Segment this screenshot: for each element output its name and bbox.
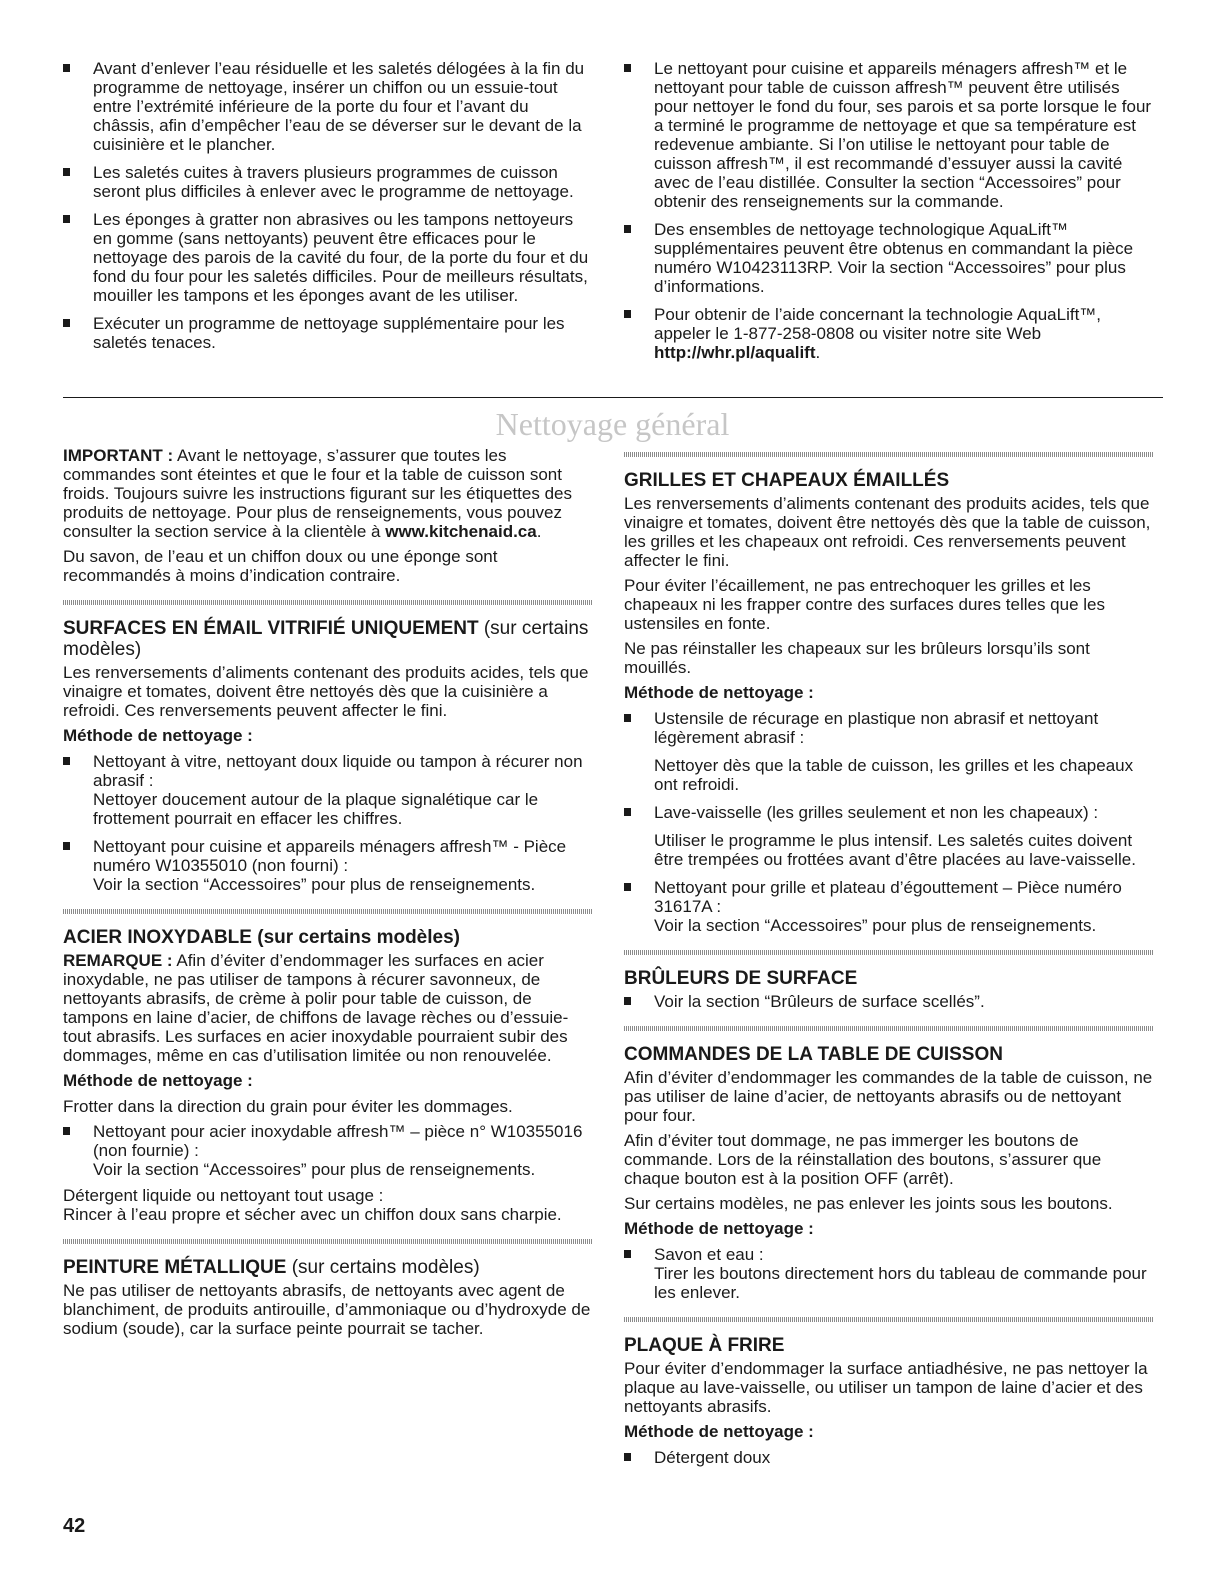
commandes-p2: Afin d’éviter tout dommage, ne pas immerger les boutons de commande. Lors de la réinstallation des boutons, s’assurer que chaque bouton est à la position OFF (arrêt). [624,1131,1102,1188]
email-heading: SURFACES EN ÉMAIL VITRIFIÉ UNIQUEMENT (sur certains modèles) [63,618,589,660]
dotted-separator [63,909,593,914]
list-item: Nettoyant pour cuisine et appareils ménagers affresh™ - Pièce numéro W10355010 (non fourni) : Voir la section “Accessoires” pour plus de renseignements. [63,837,593,894]
kitchenaid-link[interactable]: www.kitchenaid.ca [385,522,537,541]
commandes-heading: COMMANDES DE LA TABLE DE CUISSON [624,1044,1003,1065]
aqualift-help-text: Pour obtenir de l’aide concernant la technologie AquaLift™, appeler le 1-877-258-0808 ou visiter notre site Web [654,305,1102,343]
bruleurs-heading: BRÛLEURS DE SURFACE [624,968,858,989]
bruleurs-list [624,992,1154,1011]
plaque-p1: Pour éviter d’endommager la surface antiadhésive, ne pas nettoyer la plaque au lave-vaisselle, ou utiliser un tampon de laine d’acier et des nettoyants abrasifs. [624,1359,1148,1416]
email-text: Les renversements d’aliments contenant des produits acides, tels que vinaigre et tomates, doivent être nettoyés dès que la cuisinière a refroidi. Ces renversements peuvent affecter le fini. [63,663,589,720]
plaque-method-list [624,1448,1154,1467]
commandes-p1: Afin d’éviter d’endommager les commandes de la table de cuisson, ne pas utiliser de laine d’acier, de nettoyants abrasifs ou de nettoyant pour four. [624,1068,1153,1125]
list-item: Les saletés cuites à travers plusieurs programmes de cuisson seront plus difficiles à enlever avec le programme de nettoyage. [63,163,593,201]
important-label: IMPORTANT : [63,446,174,465]
email-method-label: Méthode de nettoyage : [63,726,253,745]
acier-heading: ACIER INOXYDABLE (sur certains modèles) [63,927,460,948]
list-item: Avant d’enlever l’eau résiduelle et les saletés délogées à la fin du programme de nettoyage, insérer un chiffon ou un essuie-tout entre l’extrémité inférieure de la porte du four et l’avant du châssis, afin d’empêcher l’eau de se déverser sur le devant de la cuisinière et le plancher. [63,59,593,154]
page-number: 42 [63,1515,86,1537]
list-item: Voir la section “Brûleurs de surface scellés”. [624,992,1154,1011]
plaque-method-label: Méthode de nettoyage : [624,1422,814,1441]
dotted-separator [63,600,593,605]
top-right-column [624,59,1154,371]
top-right-bullet-list [624,59,1154,362]
list-item: Les éponges à gratter non abrasives ou les tampons nettoyeurs en gomme (sans nettoyants) peuvent être efficaces pour le nettoyage des parois de la cavité du four, de la porte du four et du fond du four pour les saletés difficiles. Pour de meilleurs résultats, mouiller les tampons et les éponges avant de les utiliser. [63,210,593,305]
list-item: Savon et eau : Tirer les boutons directement hors du tableau de commande pour les enlever. [624,1245,1154,1302]
list-item: Exécuter un programme de nettoyage supplémentaire pour les saletés tenaces. [63,314,593,352]
grilles-p1: Les renversements d’aliments contenant des produits acides, tels que vinaigre et tomates, doivent être nettoyés dès que la table de cuisson, les grilles et les chapeaux ont refroidi. Ces renversements peuvent affecter le fini. [624,494,1151,570]
dotted-separator [63,1239,593,1244]
acier-method-list [63,1122,593,1179]
grilles-heading: GRILLES ET CHAPEAUX ÉMAILLÉS [624,470,950,491]
peinture-heading: PEINTURE MÉTALLIQUE (sur certains modèles) [63,1257,480,1278]
grilles-method-label: Méthode de nettoyage : [624,683,814,702]
grilles-p2: Pour éviter l’écaillement, ne pas entrechoquer les grilles et les chapeaux ni les frapper contre des surfaces dures telles que les ustensiles en fonte. [624,576,1105,633]
peinture-text: Ne pas utiliser de nettoyants abrasifs, de nettoyants avec agent de blanchiment, de produits antirouille, d’ammoniaque ou d’hydroxyde de sodium (soude), car la surface peinte pourrait se tacher. [63,1281,591,1338]
list-item: Ustensile de récurage en plastique non abrasif et nettoyant légèrement abrasif : Nettoyer dès que la table de cuisson, les grilles et les chapeaux ont refroidi. [624,709,1154,794]
top-left-column [63,59,593,361]
list-item: Le nettoyant pour cuisine et appareils ménagers affresh™ et le nettoyant pour table de cuisson affresh™ peuvent être utilisés pour nettoyer le fond du four, ses parois et sa porte lorsque le four a terminé le programme de nettoyage et que sa température est redevenue ambiante. Si l’on utilise le nettoyant pour table de cuisson affresh™, il est recommandé d’essuyer aussi la cavité avec de l’eau distillée. Consulter la section “Accessoires” pour obtenir des renseignements sur la commande. [624,59,1154,211]
email-method-list [63,752,593,894]
left-column [63,446,593,1344]
dotted-separator [624,950,1154,955]
acier-method-label: Méthode de nettoyage : [63,1071,253,1090]
commandes-method-list [624,1245,1154,1302]
top-left-bullet-list [63,59,593,352]
commandes-method-label: Méthode de nettoyage : [624,1219,814,1238]
grilles-p3: Ne pas réinstaller les chapeaux sur les brûleurs lorsqu’ils sont mouillés. [624,639,1090,677]
general-paragraph: Du savon, de l’eau et un chiffon doux ou une éponge sont recommandés à moins d’indication contraire. [63,547,498,585]
grilles-method-list [624,709,1154,935]
aqualift-link[interactable]: http://whr.pl/aqualift [654,343,816,362]
list-item: Des ensembles de nettoyage technologique AquaLift™ supplémentaires peuvent être obtenus en commandant la pièce numéro W10423113RP. Voir la section “Accessoires” pour plus d’informations. [624,220,1154,296]
section-divider [63,397,1163,398]
commandes-p3: Sur certains modèles, ne pas enlever les joints sous les boutons. [624,1194,1113,1213]
acier-rub-text: Frotter dans la direction du grain pour éviter les dommages. [63,1097,513,1116]
list-item: Pour obtenir de l’aide concernant la technologie AquaLift™, appeler le 1-877-258-0808 ou visiter notre site Web http://whr.pl/aqualift. [624,305,1154,362]
dotted-separator [624,1317,1154,1322]
dotted-separator [624,452,1154,457]
list-item: Nettoyant pour acier inoxydable affresh™ – pièce n° W10355016 (non fournie) : Voir la section “Accessoires” pour plus de renseignements. [63,1122,593,1179]
acier-detergent: Détergent liquide ou nettoyant tout usage : Rincer à l’eau propre et sécher avec un chiffon doux sans charpie. [63,1186,562,1224]
list-item: Nettoyant pour grille et plateau d’égouttement – Pièce numéro 31617A : Voir la section “Accessoires” pour plus de renseignements. [624,878,1154,935]
plaque-heading: PLAQUE À FRIRE [624,1335,785,1356]
list-item: Détergent doux [624,1448,1154,1467]
right-column [624,446,1154,1476]
list-item: Lave-vaisselle (les grilles seulement et non les chapeaux) : Utiliser le programme le plus intensif. Les saletés cuites doivent être trempées ou frottées avant d’être placées au lave-vaisselle. [624,803,1154,869]
acier-remark: REMARQUE : Afin d’éviter d’endommager les surfaces en acier inoxydable, ne pas utiliser de tampons à récurer savonneux, de nettoyants abrasifs, de crème à polir pour table de cuisson, de tampons en laine d’acier, de chiffons de lavage rèches ou d’essuie-tout abrasifs. Les surfaces en acier inoxydable pourraient subir des dommages, même en cas d’utilisation limitée ou non renouvelée. [63,951,569,1065]
important-text: Avant le nettoyage, s’assurer que toutes les commandes sont éteintes et que le four et la table de cuisson sont froids. Toujours suivre les instructions figurant sur les étiquettes des produits de nettoyage. Pour plus de renseignements, vous pouvez consulter la section service à la clientèle à [63,446,572,541]
important-paragraph: IMPORTANT : Avant le nettoyage, s’assurer que toutes les commandes sont éteintes et que le four et la table de cuisson sont froids. Toujours suivre les instructions figurant sur les étiquettes des produits de nettoyage. Pour plus de renseignements, vous pouvez consulter la section service à la clientèle à www.kitchenaid.ca. [63,446,572,541]
dotted-separator [624,1026,1154,1031]
list-item: Nettoyant à vitre, nettoyant doux liquide ou tampon à récurer non abrasif : Nettoyer doucement autour de la plaque signalétique car le frottement pourrait en effacer les chiffres. [63,752,593,828]
section-title: Nettoyage général [495,406,730,442]
